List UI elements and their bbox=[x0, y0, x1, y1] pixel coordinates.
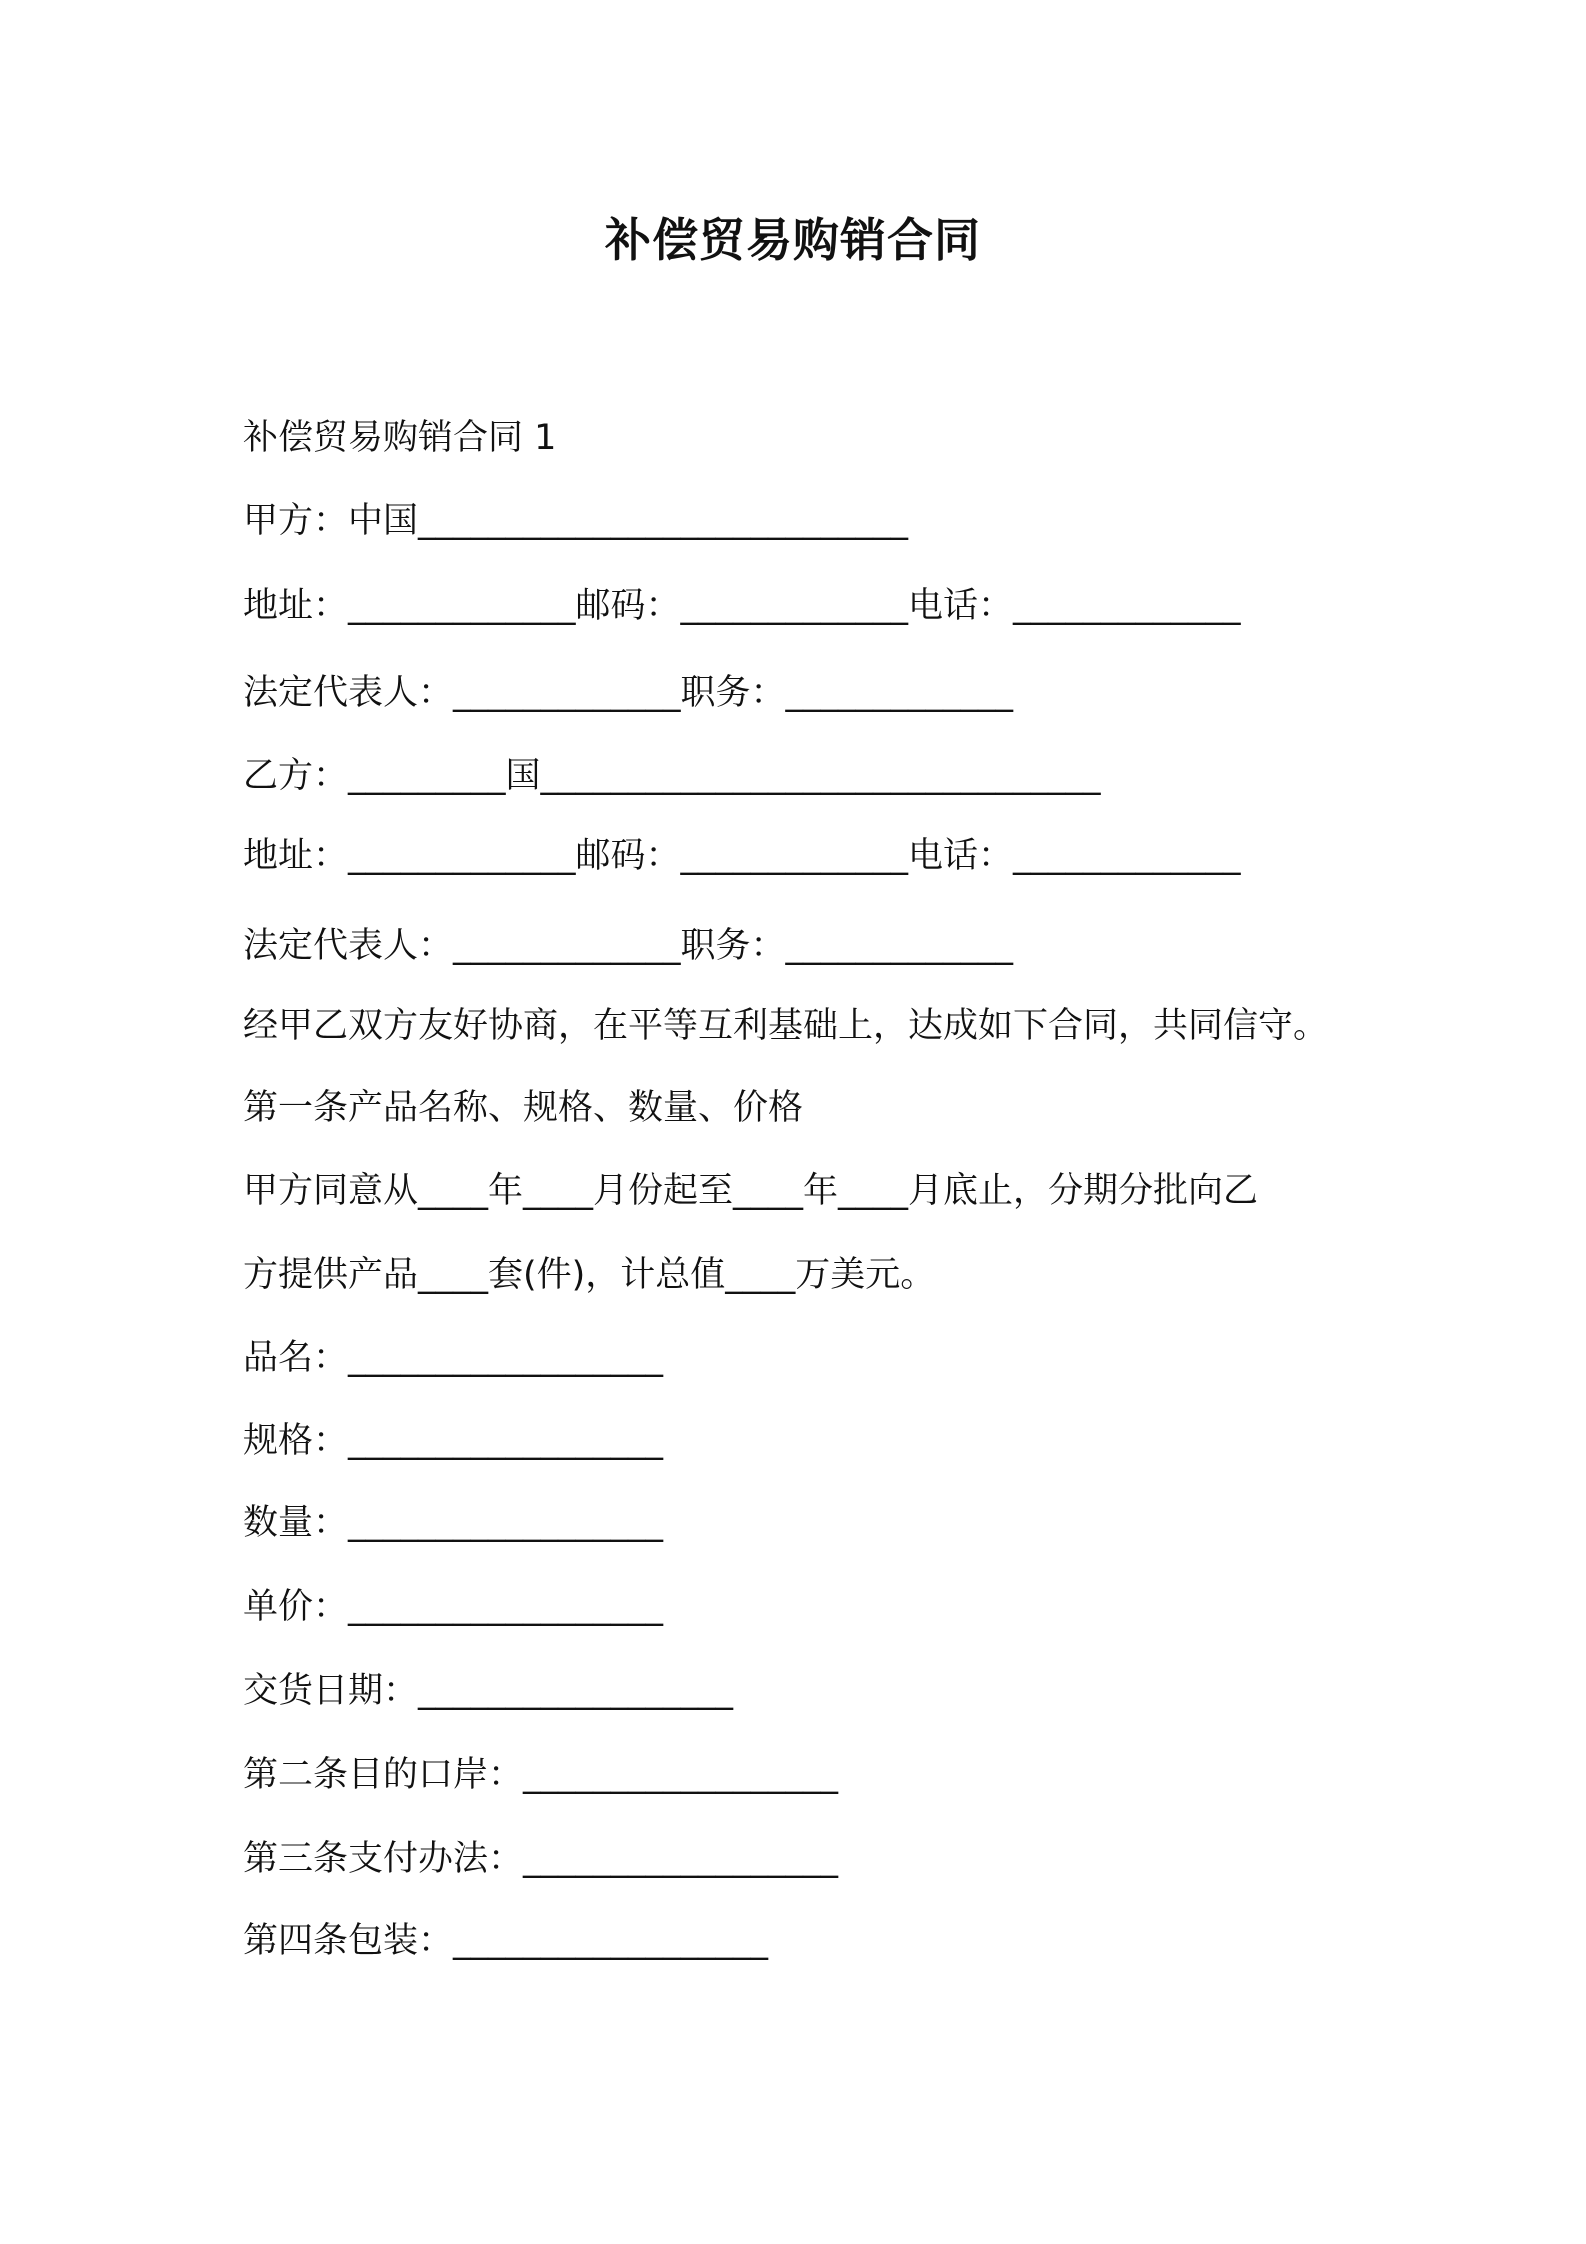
party-a-address-line: 地址：_____________邮码：_____________电话：_____________ bbox=[243, 586, 1241, 626]
article-1-text-line-1: 甲方同意从____年____月份起至____年____月底止，分期分批向乙 bbox=[243, 1171, 1259, 1211]
article-1-text-line-2: 方提供产品____套(件)，计总值____万美元。 bbox=[243, 1255, 936, 1295]
party-b-representative-line: 法定代表人：_____________职务：_____________ bbox=[243, 926, 1014, 966]
article-2-line: 第二条目的口岸：__________________ bbox=[243, 1755, 839, 1795]
subtitle-line: 补偿贸易购销合同 1 bbox=[243, 418, 557, 458]
quantity-line: 数量：__________________ bbox=[243, 1503, 664, 1543]
party-a-line: 甲方：中国____________________________ bbox=[243, 501, 909, 541]
article-3-line: 第三条支付办法：__________________ bbox=[243, 1839, 839, 1879]
party-b-line: 乙方：_________国________________________________ bbox=[243, 756, 1101, 796]
document-title: 补偿贸易购销合同 bbox=[605, 213, 981, 267]
delivery-date-line: 交货日期：__________________ bbox=[243, 1671, 734, 1711]
article-1-heading: 第一条产品名称、规格、数量、价格 bbox=[243, 1088, 804, 1128]
product-name-line: 品名：__________________ bbox=[243, 1338, 664, 1378]
party-a-representative-line: 法定代表人：_____________职务：_____________ bbox=[243, 673, 1014, 713]
specification-line: 规格：__________________ bbox=[243, 1421, 664, 1461]
unit-price-line: 单价：__________________ bbox=[243, 1587, 664, 1627]
party-b-address-line: 地址：_____________邮码：_____________电话：_____________ bbox=[243, 836, 1241, 876]
article-4-line: 第四条包装：__________________ bbox=[243, 1921, 769, 1961]
preamble-line: 经甲乙双方友好协商，在平等互利基础上，达成如下合同，共同信守。 bbox=[243, 1006, 1329, 1046]
